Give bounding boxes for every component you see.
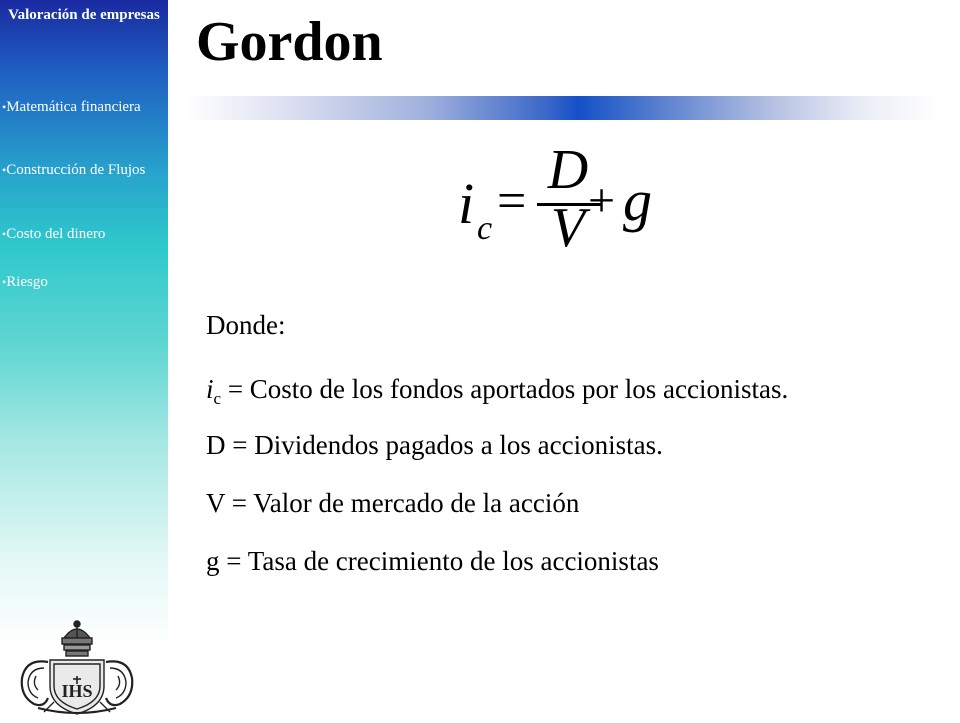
bullet-icon: • (2, 227, 7, 241)
sidebar-item-label: Riesgo (6, 274, 48, 290)
sidebar (0, 0, 168, 720)
definition-line-v: V = Valor de mercado de la acción (206, 488, 580, 518)
formula-numerator: D (547, 139, 589, 201)
sidebar-item-costo-del-dinero[interactable] (2, 223, 152, 245)
definition-line-d: D = Dividendos pagados a los accionistas. (206, 430, 663, 460)
definition-symbol: i (206, 374, 214, 404)
sidebar-item-construccion-de-flujos[interactable] (2, 159, 152, 181)
sidebar-item-label: Costo del dinero (6, 226, 106, 242)
where-label: Donde: (206, 310, 286, 340)
formula-denominator: V (550, 197, 586, 259)
definition-line-ic (206, 369, 788, 419)
slide-title: Gordon (196, 11, 383, 73)
sidebar-item-riesgo[interactable] (2, 271, 152, 293)
sidebar-item-label: Construcción de Flujos (6, 162, 146, 178)
logo-monogram: IHS (61, 681, 93, 701)
definition-subscript: c (213, 389, 222, 408)
bullet-icon: • (2, 100, 7, 114)
sidebar-item-matematica-financiera[interactable] (2, 96, 152, 118)
sidebar-item-label: Matemática financiera (6, 99, 141, 115)
title-underline-bar (186, 96, 940, 120)
sidebar-title: Valoración de empresas (8, 7, 160, 23)
bullet-icon: • (2, 163, 7, 177)
university-seal-logo (14, 618, 140, 718)
formula-equals: = (497, 173, 527, 230)
gordon-formula (455, 139, 675, 259)
formula-plus: + (588, 174, 616, 227)
definition-line-g: g = Tasa de crecimiento de los accionistas (206, 546, 659, 576)
formula-lhs-subscript: c (477, 210, 493, 247)
bullet-icon: • (2, 275, 7, 289)
definition-text: = Costo de los fondos aportados por los accionistas. (221, 374, 789, 404)
formula-lhs-symbol: i (458, 171, 475, 236)
formula-rhs-term: g (623, 168, 652, 233)
